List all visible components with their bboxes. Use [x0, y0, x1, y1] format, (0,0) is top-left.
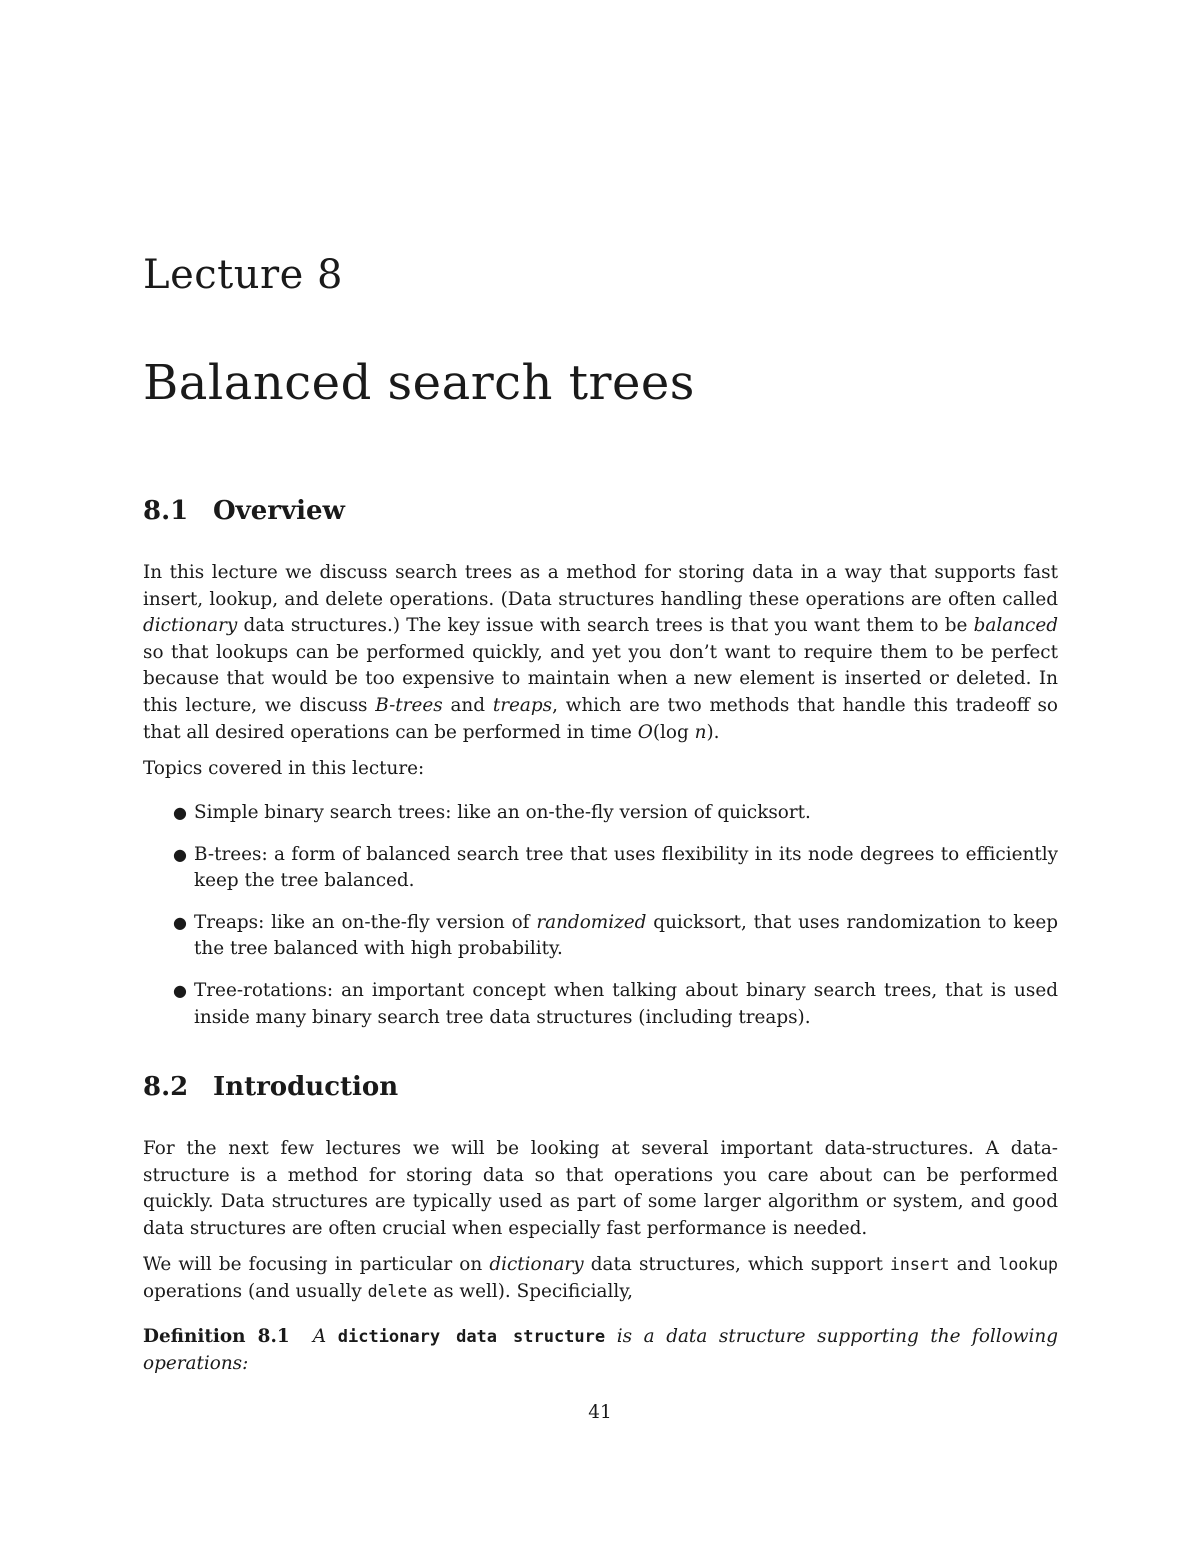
lecture-label: Lecture 8 — [143, 252, 343, 298]
definition-label: Definition 8.1 — [143, 1326, 290, 1347]
text-run: and — [949, 1254, 999, 1275]
chapter-title: Balanced search trees — [143, 355, 695, 411]
text-run: , which are two methods that handle this tradeoff so that all desired operations can be performed in time — [143, 694, 1058, 743]
emphasis-btrees: B-trees — [375, 694, 443, 716]
code-lookup: lookup — [998, 1255, 1058, 1274]
overview-paragraph — [143, 560, 1058, 746]
math-n: n — [694, 721, 707, 743]
text-run: data structures.) The key issue with search trees is that you want them to be — [237, 615, 974, 637]
bullet-icon: ● — [173, 803, 187, 822]
math-o: O — [637, 721, 653, 743]
emphasis-dictionary: dictionary — [489, 1254, 584, 1275]
section-title: Overview — [213, 496, 345, 526]
text-run: data structures, which support — [583, 1254, 890, 1275]
list-item-text: Simple binary search trees: like an on-the-fly version of quicksort. — [194, 802, 811, 823]
section-number: 8.1 — [143, 496, 189, 526]
text-run: and — [442, 694, 493, 716]
intro-paragraph-2 — [143, 1252, 1058, 1305]
list-item-text: Treaps: like an on-the-fly version of — [194, 911, 537, 933]
math-log: (log — [652, 721, 695, 743]
code-delete: delete — [367, 1281, 428, 1301]
bullet-icon: ● — [173, 912, 187, 932]
text-run: so that lookups can be performed quickly, and yet you don’t want to require them to be perfect because that would be too expensive to maintain when a new element is inserted or deleted. In this lecture, we discuss — [143, 641, 1058, 716]
list-item — [143, 978, 1058, 1031]
topics-intro: Topics covered in this lecture: — [143, 758, 425, 779]
list-item — [143, 910, 1058, 963]
page-number: 41 — [588, 1402, 612, 1423]
topics-list — [143, 800, 1058, 1046]
emphasis-randomized: randomized — [536, 911, 647, 933]
text-run: We will be focusing in particular on — [143, 1254, 490, 1275]
emphasis-balanced: balanced — [973, 615, 1058, 637]
list-item-text: Tree-rotations: an important concept when talking about binary search trees, that is used inside many binary search tree data structures (including treaps). — [194, 979, 1058, 1028]
bullet-icon: ● — [173, 844, 187, 864]
text-run: operations (and usually — [143, 1280, 368, 1302]
text-run: as well). Specificially, — [427, 1280, 634, 1302]
list-item — [143, 842, 1058, 895]
text-run: ). — [706, 721, 720, 743]
list-item — [143, 800, 1058, 827]
definition-block — [143, 1324, 1058, 1377]
list-item-text: B-trees: a form of balanced search tree that uses flexibility in its node degrees to efficiently keep the tree balanced. — [194, 843, 1058, 892]
definition-term: dictionary data structure — [337, 1327, 606, 1347]
list-item-text: quicksort, that uses randomization to keep the tree balanced with high probability. — [194, 911, 1058, 960]
section-title: Introduction — [213, 1072, 399, 1102]
definition-text: A — [312, 1326, 338, 1347]
text-run: In this lecture we discuss search trees as a method for storing data in a way that supports fast insert, lookup, and delete operations. (Data structures handling these operations are often called — [143, 562, 1058, 610]
definition-text: is a data structure supporting the following operations: — [143, 1326, 1058, 1374]
section-heading-introduction — [143, 1072, 1058, 1102]
intro-paragraph-1: For the next few lectures we will be looking at several important data-structures. A data-structure is a method for storing data so that operations you care about can be performed quickly. Data structures are typically used as part of some larger algorithm or system, and good data structures are often crucial when especially fast performance is needed. — [143, 1138, 1058, 1239]
section-heading-overview — [143, 496, 1058, 526]
emphasis-treaps: treaps — [492, 694, 553, 716]
bullet-icon: ● — [173, 980, 187, 1000]
emphasis-dictionary: dictionary — [143, 615, 238, 637]
code-insert: insert — [889, 1255, 950, 1274]
section-number: 8.2 — [143, 1072, 189, 1102]
